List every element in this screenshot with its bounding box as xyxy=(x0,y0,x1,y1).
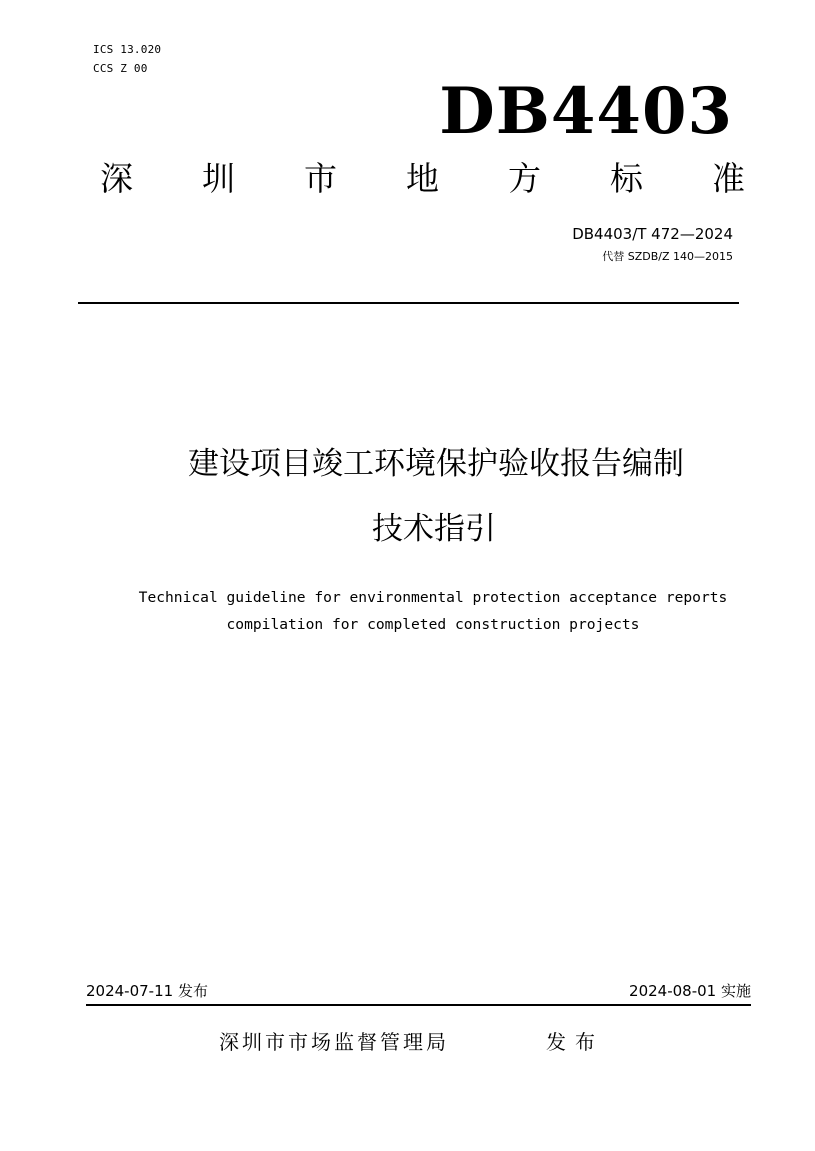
standard-code-large: DB4403 xyxy=(439,74,733,149)
implement-date: 2024-08-01 实施 xyxy=(629,982,751,1000)
standard-number: DB4403/T 472—2024 xyxy=(572,225,733,243)
replaces-standard: 代替 SZDB/Z 140—2015 xyxy=(602,250,733,263)
title-zh-line2: 技术指引 xyxy=(372,511,496,547)
title-zh-line1: 建设项目竣工环境保护验收报告编制 xyxy=(188,446,684,482)
category-char: 圳 xyxy=(202,159,235,198)
classification-codes xyxy=(93,40,161,78)
category-char: 准 xyxy=(712,159,745,198)
issuing-authority: 深圳市市场监督管理局 xyxy=(219,1030,449,1054)
title-en: Technical guideline for environmental protection acceptance reports compilation for completed construction projects xyxy=(138,589,728,633)
standard-category xyxy=(100,155,745,203)
category-char: 方 xyxy=(508,159,541,198)
category-char: 地 xyxy=(406,159,439,198)
issue-label: 发布 xyxy=(546,1030,604,1054)
footer-divider xyxy=(86,1004,751,1006)
category-char: 标 xyxy=(610,159,643,198)
category-char: 深 xyxy=(100,159,133,198)
header-divider xyxy=(78,302,739,304)
ccs-code: CCS Z 00 xyxy=(93,62,148,75)
publish-date: 2024-07-11 发布 xyxy=(86,982,208,1000)
category-char: 市 xyxy=(304,159,337,198)
ics-code: ICS 13.020 xyxy=(93,43,162,56)
